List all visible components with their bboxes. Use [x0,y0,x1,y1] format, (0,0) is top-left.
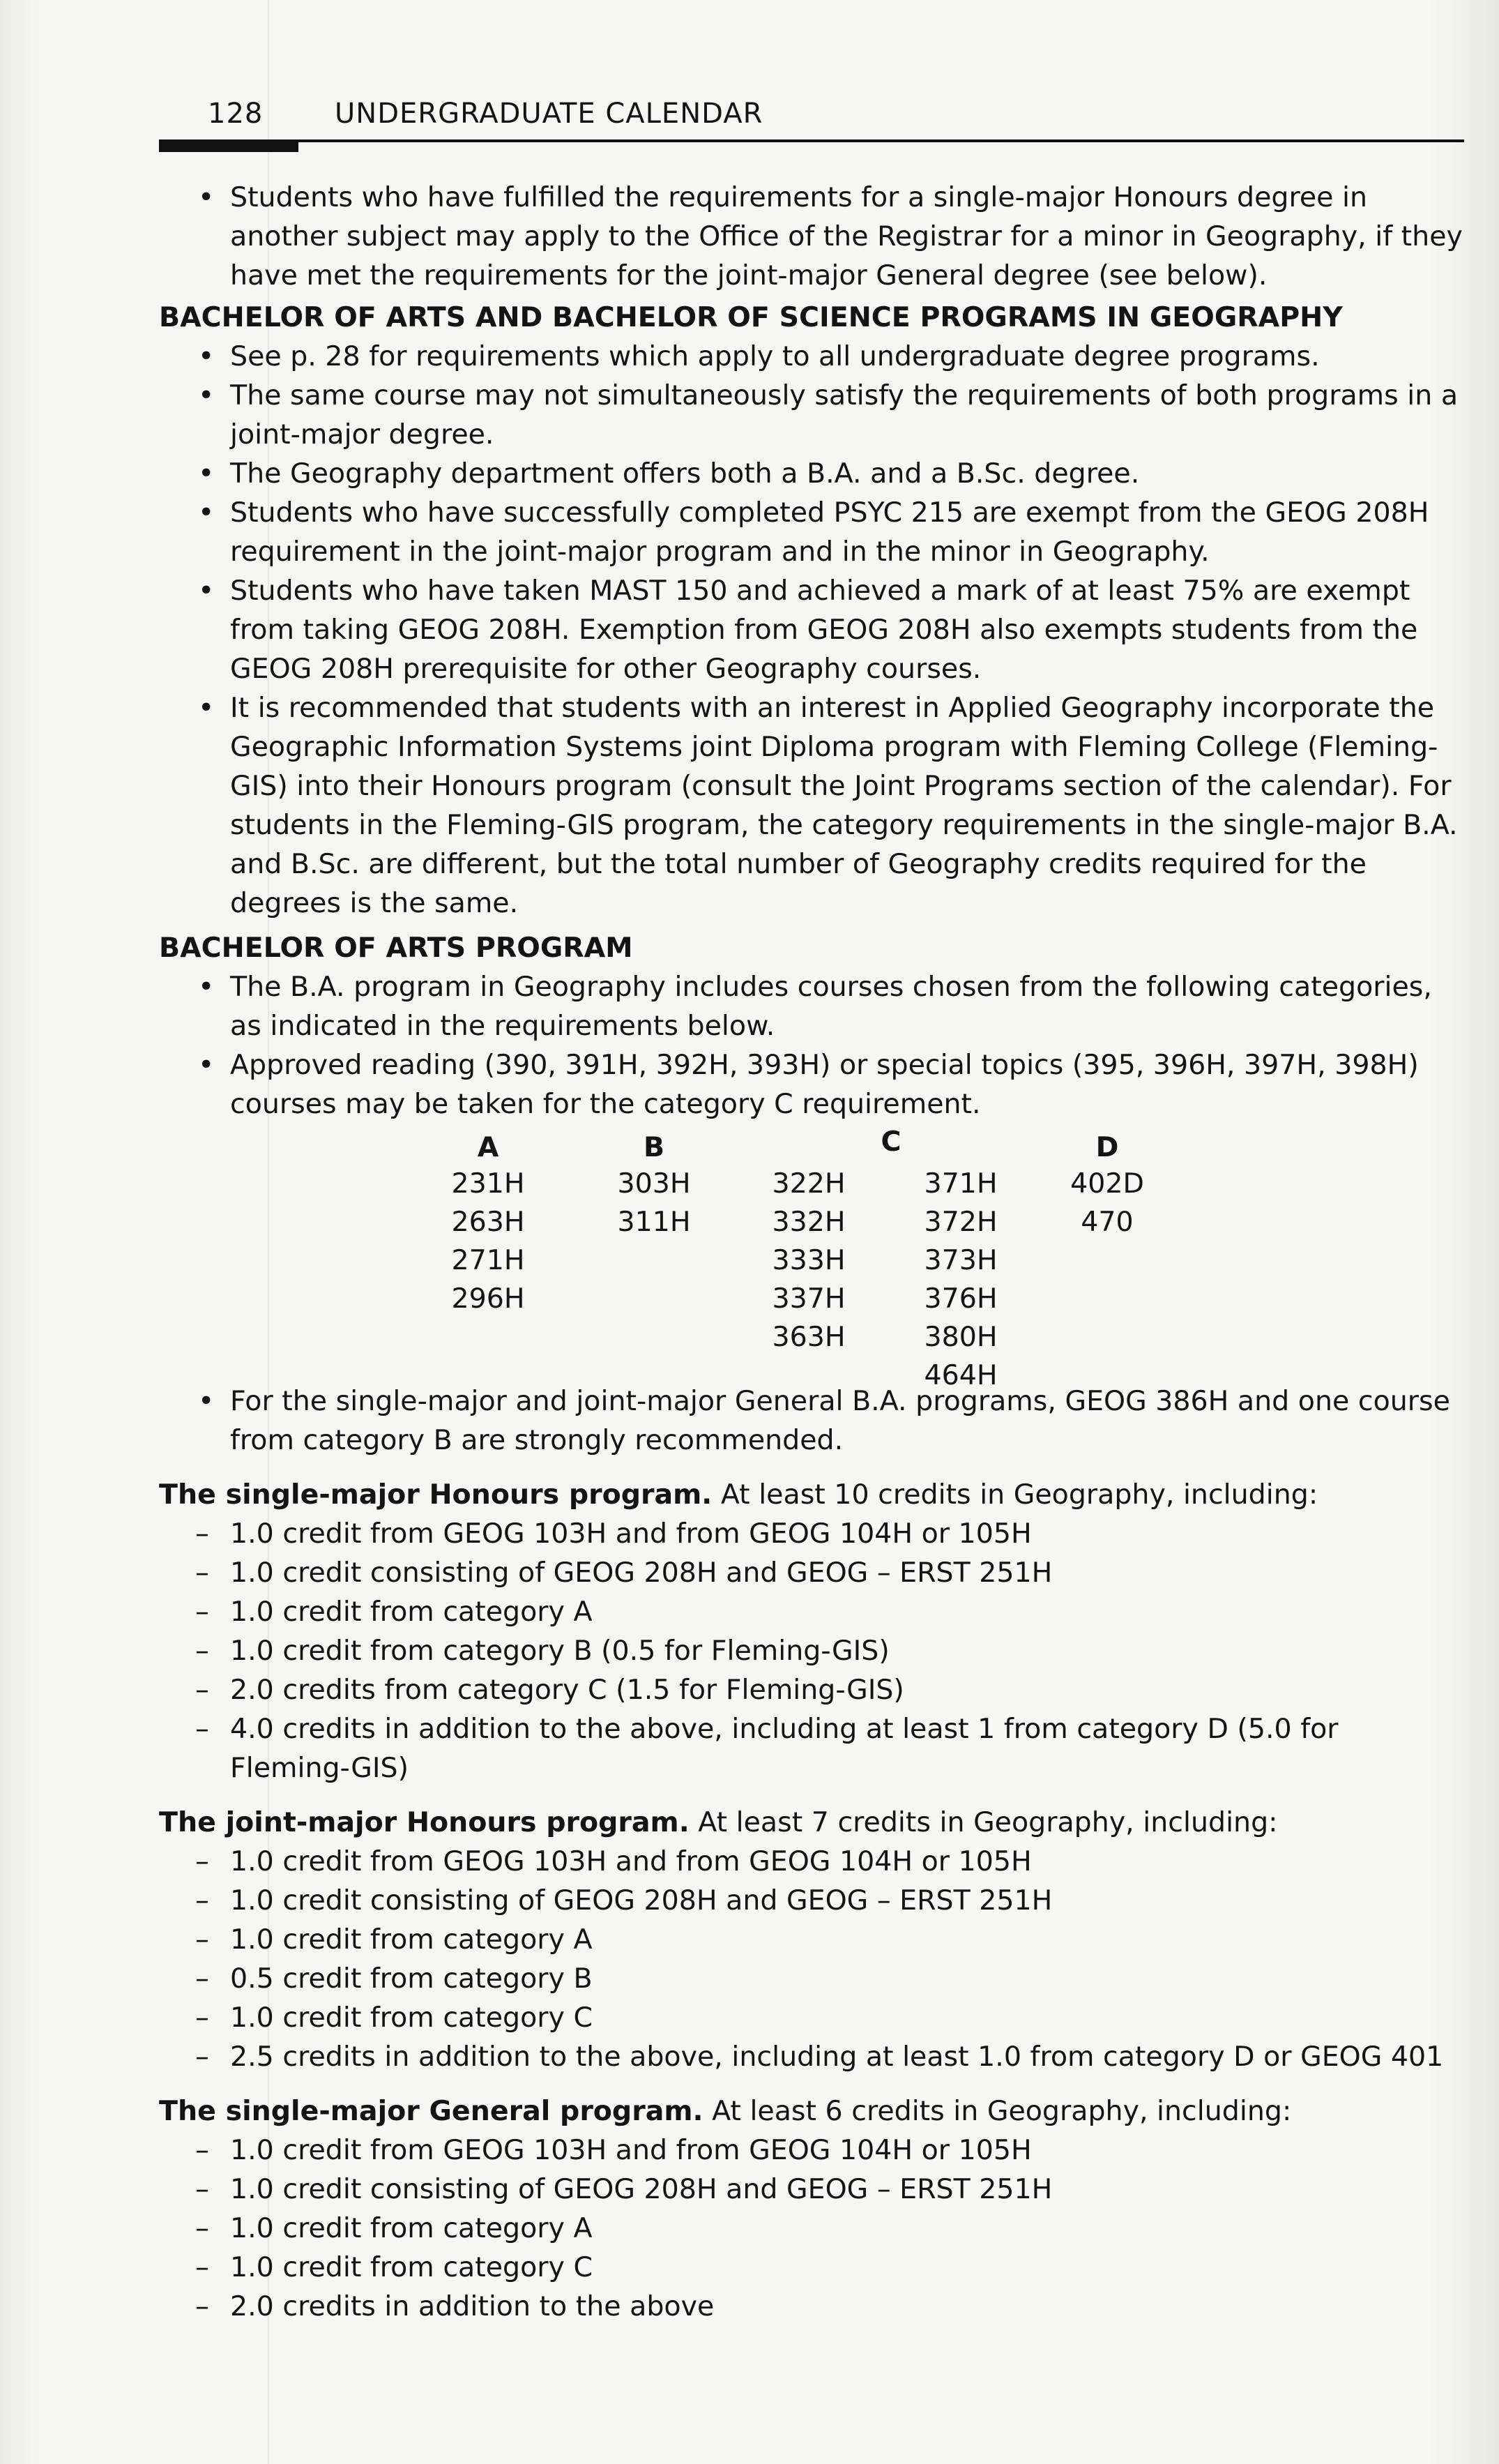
list-item: • For the single-major and joint-major General B.A. programs, GEOG 386H and one course from category B are strongly recommended. [159,1382,1463,1460]
requirement-item: – 1.0 credit from GEOG 103H and from GEOG 104H or 105H [159,1842,1463,1881]
category-label: A [477,1131,499,1163]
course-code: 296H [451,1283,525,1315]
requirement-item: – 1.0 credit consisting of GEOG 208H and GEOG – ERST 251H [159,1881,1463,1920]
main-content [159,178,1463,2326]
category-column-c-right [912,1128,1010,1394]
requirement-item: – 1.0 credit from category C [159,1998,1463,2037]
header-rule-accent [159,139,298,152]
program-intro: At least 7 credits in Geography, including: [689,1806,1278,1838]
requirement-item: – 4.0 credits in addition to the above, including at least 1 from category D (5.0 for Fleming-GIS) [159,1709,1463,1787]
page-number: 128 [208,98,264,130]
course-code: 376H [924,1283,998,1315]
category-column-a [439,1128,537,1317]
list-item: • The B.A. program in Geography includes courses chosen from the following categories, as indicated in the requirements below. [159,967,1463,1045]
course-code: 470 [1081,1206,1134,1238]
course-code: 402D [1070,1167,1144,1200]
course-code: 464H [924,1359,998,1391]
program-intro: At least 10 credits in Geography, including: [712,1479,1318,1511]
category-label: D [1095,1131,1119,1163]
course-code: 231H [451,1167,525,1200]
requirement-item: – 2.0 credits from category C (1.5 for Fleming-GIS) [159,1670,1463,1709]
course-code: 271H [451,1244,525,1276]
requirement-item: – 1.0 credit from category A [159,2209,1463,2248]
program-single-major-general [159,2092,1463,2131]
list-item: • Approved reading (390, 391H, 392H, 393H) or special topics (395, 396H, 397H, 398H) courses may be taken for the category C requirement. [159,1045,1463,1124]
course-code: 337H [772,1283,846,1315]
list-item: • See p. 28 for requirements which apply to all undergraduate degree programs. [159,337,1463,376]
course-code: 373H [924,1244,998,1276]
requirement-item: – 1.0 credit from category C [159,2248,1463,2287]
requirement-item: – 1.0 credit from GEOG 103H and from GEOG 104H or 105H [159,2131,1463,2170]
requirement-item: – 0.5 credit from category B [159,1959,1463,1998]
course-code: 333H [772,1244,846,1276]
category-column-d [1058,1128,1156,1241]
list-item: • Students who have successfully completed PSYC 215 are exempt from the GEOG 208H requirement in the joint-major program and in the minor in Geography. [159,493,1463,571]
course-code: 371H [924,1167,998,1200]
program-intro: At least 6 credits in Geography, including: [703,2095,1292,2127]
requirement-item: – 1.0 credit from category B (0.5 for Fleming-GIS) [159,1631,1463,1670]
category-table [159,1126,1463,1391]
section-heading-ba: BACHELOR OF ARTS PROGRAM [159,932,633,964]
running-title: UNDERGRADUATE CALENDAR [335,98,763,130]
course-code: 322H [772,1167,846,1200]
category-column-b [605,1128,703,1241]
course-code: 311H [617,1206,691,1238]
header-rule [159,139,1464,142]
course-code: 332H [772,1206,846,1238]
list-item: • It is recommended that students with an interest in Applied Geography incorporate the Geographic Information Systems joint Diploma program with Fleming College (Fleming-GIS) into their Honours program (consult the Joint Programs section of the calendar). For students in the Fleming-GIS program, the category requirements in the single-major B.A. and B.Sc. are different, but the total number of Geography credits required for the degrees is the same. [159,688,1463,923]
requirement-item: – 1.0 credit from GEOG 103H and from GEOG 104H or 105H [159,1514,1463,1553]
requirement-item: – 2.5 credits in addition to the above, including at least 1.0 from category D or GEOG 401 [159,2037,1463,2076]
course-code: 363H [772,1321,846,1353]
list-item: • The same course may not simultaneously satisfy the requirements of both programs in a joint-major degree. [159,376,1463,454]
section-heading-ba-bsc: BACHELOR OF ARTS AND BACHELOR OF SCIENCE PROGRAMS IN GEOGRAPHY [159,301,1343,333]
requirement-item: – 1.0 credit from category A [159,1592,1463,1631]
requirement-item: – 2.0 credits in addition to the above [159,2287,1463,2326]
category-label: C [881,1126,901,1158]
course-code: 380H [924,1321,998,1353]
intro-bullet: • Students who have fulfilled the requirements for a single-major Honours degree in another subject may apply to the Office of the Registrar for a minor in Geography, if they have met the requirements for the joint-major General degree (see below). [159,178,1463,295]
category-label: B [643,1131,665,1163]
course-code: 263H [451,1206,525,1238]
course-code: 372H [924,1206,998,1238]
requirement-item: – 1.0 credit consisting of GEOG 208H and GEOG – ERST 251H [159,1553,1463,1592]
requirement-item: – 1.0 credit consisting of GEOG 208H and GEOG – ERST 251H [159,2170,1463,2209]
requirement-item: – 1.0 credit from category A [159,1920,1463,1959]
program-title: The single-major General program. [159,2095,703,2127]
program-title: The joint-major Honours program. [159,1806,690,1838]
program-joint-major-honours [159,1803,1463,1842]
course-code: 303H [617,1167,691,1200]
program-single-major-honours [159,1475,1463,1514]
list-item: • The Geography department offers both a B.A. and a B.Sc. degree. [159,454,1463,493]
program-title: The single-major Honours program. [159,1479,713,1511]
list-item: • Students who have taken MAST 150 and achieved a mark of at least 75% are exempt from taking GEOG 208H. Exemption from GEOG 208H also exempts students from the GEOG 208H prerequisite for other Geography courses. [159,571,1463,688]
category-column-c-left [760,1128,858,1356]
